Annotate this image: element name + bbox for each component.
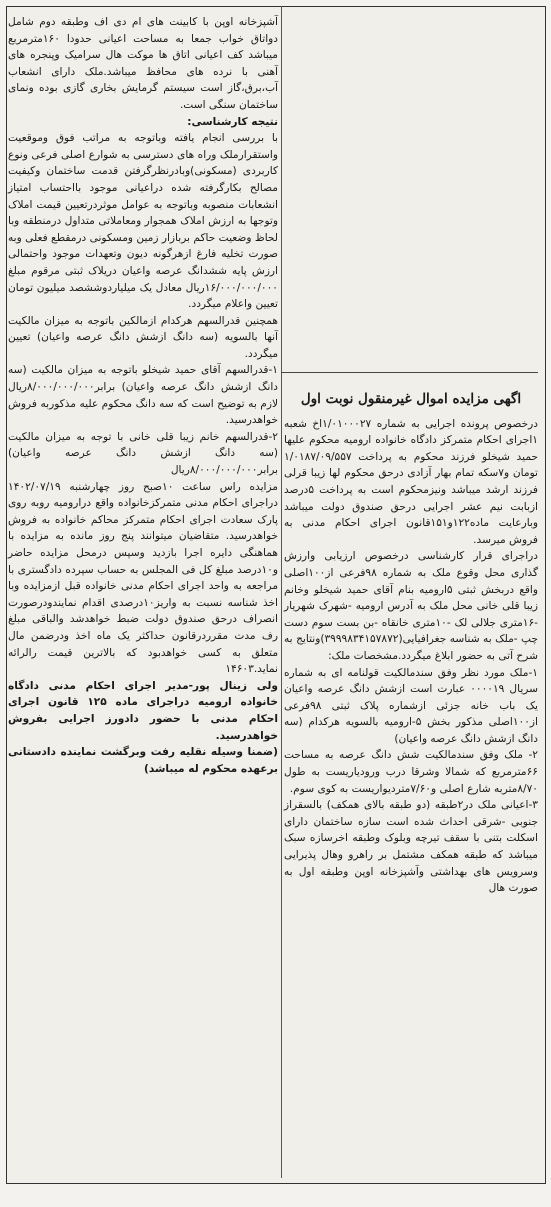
notice-paragraph: درخصوص پرونده اجرایی به شماره ۱/۰۱۰۰۰۲۷اخ شعبه ۱اجرای احکام متمرکز دادگاه خانواده ارومیه محکوم علیها حمید شیخلو فرزند محکوم به پرداخت ۱/۰۱۸۷/۰۹/۵۵۷ تومان و۷سکه تمام بهار آزادی درحق محکوم لها زیبا قرلی فرزند ارشد میباشد ونیزمحکوم است به پرداخت ۵درصد ازبابت نیم عشر اجرایی درحق صندوق دولت میباشد وبارعایت ماده۱۲۲و۱۵۱قانون اجرای احکام مدنی به فروش میرسد.: [284, 417, 538, 546]
expert-result-paragraph: با بررسی انجام یافته وباتوجه به مراتب فوق وموقعیت واستقرارملک وراه های دسترسی به شوارع اصلی فرعی ونوع کاربردی (مسکونی)وبادرنظرگرفتن قدمت ساختمان وکیفیت مصالح بکارگرفته شده دراعیانی موجود بااحتساب امتیاز انشعابات منصوبه وباتوجه به عوامل موثردرتعیین قیمت املاک وتوجها به ارزش املاک همجوار ومعاملاتی متداول درمنطقه وبا لحاظ وضعیت حاکم بربازار زمین ومسکونی درمقطع فعلی وبه صورت تخلیه فارغ ازهرگونه دیون وتعهدات موجود واحتمالی ارزش پایه ششدانگ عرصه واعیان دریلاک ثبتی مرقوم مبلغ ۱۶/۰۰۰/۰۰۰/۰۰۰ریال معادل یک میلیاردوششصد میلیون تومان تعیین واعلام میگردد.: [8, 132, 278, 311]
building-description: آشپزخانه اوپن با کابینت های ام دی اف وطبقه دوم شامل دواتاق خواب جمعا به مساحت اعیانی حدودا ۱۶۰مترمربع میباشد کف اعیانی اتاق ها موکت هال سرامیک وپنجره های آهنی با نرده های محافظ میباشد.ملک دارای انشعاب آب،برق،گاز است سیستم گرمایش بخاری گازی بوده ونمای ساختمان سنگی است.: [8, 16, 278, 111]
transport-note: (ضمنا وسیله نقلیه رفت وبرگشت نماینده دادستانی برعهده محکوم له میباشد): [8, 746, 278, 775]
right-column: [284, 385, 538, 897]
signature: ولی زینال پور-مدیر اجرای احکام مدنی دادگاه خانواده ارومیه دراجرای ماده ۱۲۵ قانون اجرای احکام مدنی با حضور دادورز اجرایی بفروش خواهدرسید.: [8, 679, 279, 742]
share-item-2: ۲-قدرالسهم خانم زیبا قلی خانی با توجه به میزان مالکیت (سه دانگ ازشش دانگ عرصه واعیان) برابر۸/۰۰۰/۰۰۰/۰۰۰ریال: [8, 430, 278, 477]
notice-title: اگهی مزایده اموال غیرمنقول نوبت اول: [300, 391, 522, 407]
share-paragraph: همچنین قدرالسهم هرکدام ازمالکین باتوجه به میزان مالکیت آنها بالسویه (سه دانگ ازشش دانگ عرصه واعیان) تعیین میگردد.: [8, 314, 278, 360]
left-column: [8, 14, 278, 777]
property-item-3: ۳-اعیانی ملک در۲طبقه (دو طبقه بالای همکف) بالسقراز جنوبی -شرقی احداث شده است سازه ساختمان دارای اسکلت بتنی با سقف تیرچه وبلوک وطبقه اخرسازه سبک میباشد که طبقه همکف مشتمل بر راهرو وهال پذیرایی وسرویس های بهداشتی وآشپزخانه اوپن وطبقه اول به صورت هال: [284, 799, 538, 895]
notice-paragraph: دراجرای قرار کارشناسی درخصوص ارزیابی وارزش گذاری محل وقوع ملک به شماره ۹۸فرعی از۱۰۰اصلی واقع دربخش ثبتی ۵ارومیه بنام آقای حمید شیخلو وخانم زیبا قلی خانی محل ملک به آدرس ارومیه -شهرک شهریار -۱۶متری جلالی لک -۱۰متری خانقاه -بن بست سوم دست چپ -ملک به شناسه جغرافیایی(۳۹۹۹۸۳۴۱۵۷۸۷۲)ونتایج به شرح آتی به حضور ابلاغ میگردد.مشخصات ملک:: [284, 550, 538, 662]
expert-result-heading: نتیجه کارشناسی:: [187, 115, 278, 128]
property-item-1: ۱-ملک مورد نظر وفق سندمالکیت قولنامه ای به شماره سریال ۰۰۰۰۱۹ عبارت است ازشش دانگ عرصه واعیان یک باب خانه جزئی ازشماره پلاک ثبتی ۹۸فرعی از۱۰۰اصلی مذکور بخش ۵-ارومیه بالسویه هرکدام (سه دانگ ازشش دانگ عرصه واعیان): [284, 666, 538, 745]
property-item-2: ۲- ملک وفق سندمالکیت شش دانگ عرصه به مساحت ۶۶مترمربع که شمالا وشرقا درب ورودیاریست به طول ۸/۷۰متربه شارع اصلی و۷/۶۰متردیواریست به کوی سوم.: [284, 749, 538, 795]
share-item-1: ۱-قدرالسهم آقای حمید شیخلو باتوجه به میزان مالکیت (سه دانگ ازشش دانگ عرصه واعیان) برابر۸/۰۰۰/۰۰۰/۰۰۰ریال لازم به توضیح است که سه دانگ محکوم علیه مذکوربه فروش خواهدرسید.: [8, 364, 278, 427]
auction-details: مزایده راس ساعت ۱۰صبح روز چهارشنبه ۱۴۰۲/۰۷/۱۹ دراجرای احکام مدنی متمرکزخانواده واقع درارومیه روبه روی پارک سعادت اجرای احکام متمرکز محاکم خانواده به فروش خواهدرسید. متقاضیان میتوانند پنج روز مانده به مزایده با هماهنگی دایره اجرا بازدید وسپس درمحل مزایده حاضر و۱۰درصد مبلغ کل فی المجلس به حساب سپرده دادگستری با مراجعه به واحد اجرای احکام مدنی خانواده قبل ازمزایده وبا اخذ شناسه نسبت به واریز۱۰درصدی اقدام نمایندودرصورت انصراف درحق صندوق دولت ضبط خواهدشد والباقی مبلغ رف مدت مقرردرقانون حداکثر یک ماه اخذ ودرضمن مال متعلق به کسی خواهدبود که بالاترین قیمت رالرائه نماید.۱۴۶۰۳: [8, 480, 279, 676]
